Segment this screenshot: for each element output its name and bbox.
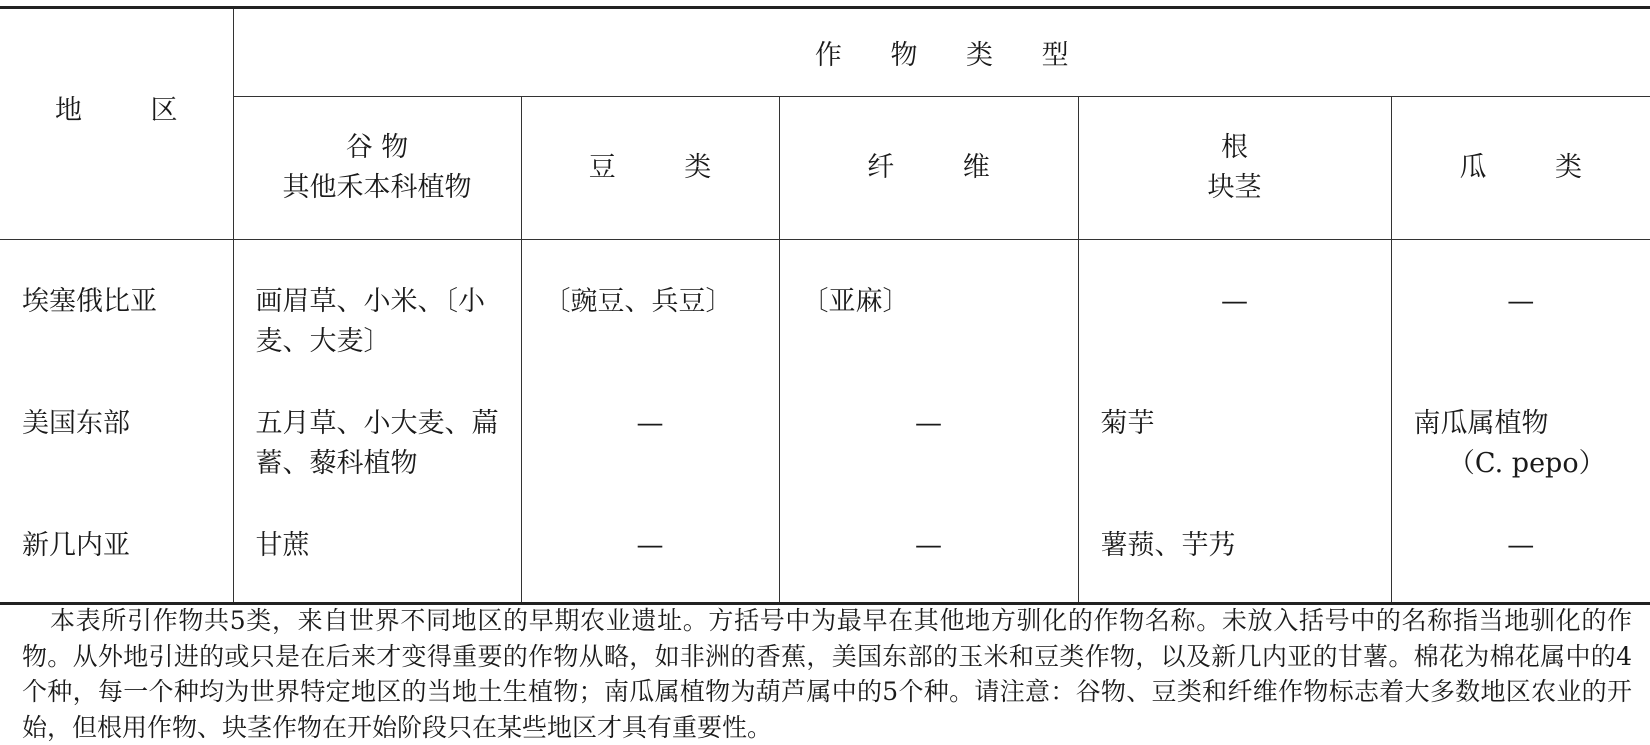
table-row bbox=[0, 362, 1650, 484]
region-cell: 美国东部 bbox=[22, 408, 130, 439]
table-row bbox=[0, 484, 1650, 604]
legume-column-header: 豆 类 bbox=[521, 96, 779, 239]
root-tuber-cell: 薯蓣、芋艿 bbox=[1078, 484, 1391, 604]
region-cell: 埃塞俄比亚 bbox=[22, 286, 157, 317]
melon-cell-main: 南瓜属植物 bbox=[1413, 408, 1549, 439]
melon-column-header: 瓜 类 bbox=[1391, 96, 1650, 239]
grain-cell: 画眉草、小米、〔小麦、大麦〕 bbox=[233, 240, 521, 363]
fiber-cell: — bbox=[779, 362, 1078, 484]
grain-header-text: 谷 物 其他禾本科植物 bbox=[282, 131, 472, 203]
root-tuber-cell: — bbox=[1078, 240, 1391, 363]
grain-column-header bbox=[233, 96, 521, 239]
fiber-cell: — bbox=[779, 484, 1078, 604]
table-row bbox=[0, 240, 1650, 363]
melon-cell: — bbox=[1391, 240, 1650, 363]
melon-cell-latin-name: （C. pepo） bbox=[1447, 448, 1606, 479]
crop-origins-table bbox=[0, 6, 1650, 605]
region-cell: 新几内亚 bbox=[0, 484, 233, 604]
grain-cell: 甘蔗 bbox=[233, 484, 521, 604]
legume-cell: 〔豌豆、兵豆〕 bbox=[521, 240, 779, 363]
grain-cell: 五月草、小大麦、萹蓄、藜科植物 bbox=[233, 362, 521, 484]
legume-cell: — bbox=[521, 484, 779, 604]
table-footnote: 本表所引作物共5类，来自世界不同地区的早期农业遗址。方括号中为最早在其他地方驯化的作物名称。未放入括号中的名称指当地驯化的作物。从外地引进的或只是在后来才变得重要的作物从略，如非洲的香蕉，美国东部的玉米和豆类作物，以及新几内亚的甘薯。棉花为棉花属中的4个种，每一个种均为世界特定地区的当地土生植物；南瓜属植物为葫芦属中的5个种。请注意：谷物、豆类和纤维作物标志着大多数地区农业的开始，但根用作物、块茎作物在开始阶段只在某些地区才具有重要性。 bbox=[22, 606, 1632, 742]
fiber-cell: 〔亚麻〕 bbox=[779, 240, 1078, 363]
melon-cell bbox=[1391, 362, 1650, 484]
root-tuber-cell: 菊芋 bbox=[1078, 362, 1391, 484]
legume-cell: — bbox=[521, 362, 779, 484]
region-column-header: 地 区 bbox=[0, 8, 233, 240]
root-tuber-column-header bbox=[1078, 96, 1391, 239]
melon-cell: — bbox=[1391, 484, 1650, 604]
root-tuber-header-text: 根 块茎 bbox=[1207, 131, 1262, 203]
fiber-column-header: 纤 维 bbox=[779, 96, 1078, 239]
crop-type-header: 作 物 类 型 bbox=[233, 8, 1650, 97]
